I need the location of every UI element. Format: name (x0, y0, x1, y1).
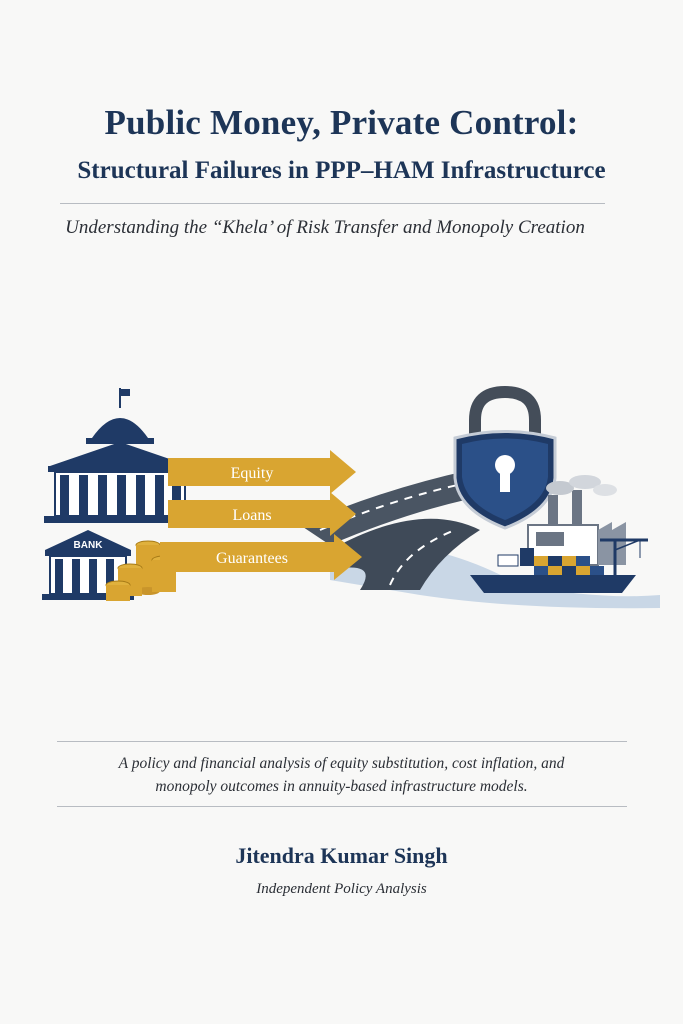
title-divider (60, 203, 605, 204)
abstract (60, 752, 623, 798)
lock-shield-icon (455, 392, 555, 528)
abstract-line-2: monopoly outcomes in annuity-based infrastructure models. (155, 778, 528, 795)
arrow-label-loans: Loans (232, 507, 272, 524)
abstract-bottom-rule (57, 806, 627, 807)
bank-label: BANK (73, 540, 103, 551)
abstract-top-rule (57, 741, 627, 742)
document-subtitle: Structural Failures in PPP–HAM Infrastructurce (77, 157, 606, 184)
arrow-label-equity: Equity (230, 465, 274, 482)
arrow-label-guarantees: Guarantees (216, 550, 288, 567)
illustration (0, 380, 683, 620)
document-title: Public Money, Private Control: (104, 103, 579, 142)
author-name: Jitendra Kumar Singh (235, 843, 448, 868)
author-affiliation: Independent Policy Analysis (256, 881, 427, 897)
tagline: Understanding the “Khela’ of Risk Transfer and Monopoly Creation (65, 217, 585, 238)
abstract-line-1: A policy and financial analysis of equity substitution, cost inflation, and (118, 755, 565, 772)
